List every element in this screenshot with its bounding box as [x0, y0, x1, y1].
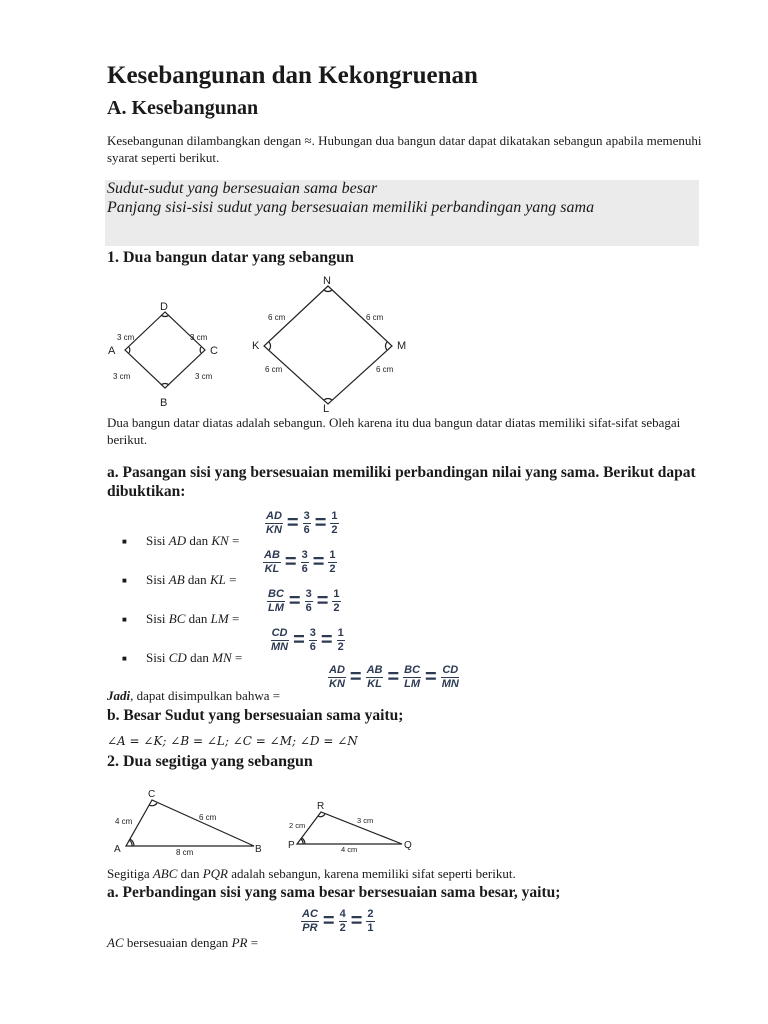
- side-label: 4 cm: [115, 817, 133, 826]
- vertex-label: R: [317, 801, 325, 812]
- heading-two-triangles: 2. Dua segitiga yang sebangun: [107, 753, 313, 770]
- bullet: ■: [122, 615, 127, 624]
- side-pair-label: Sisi BC dan LM =: [146, 611, 240, 626]
- vertex-label: A: [114, 844, 121, 855]
- bullet: ■: [122, 576, 127, 585]
- small-rhombus: [125, 312, 205, 388]
- ratio-equation: $\frac{AB}{KL}$ = $\frac{3}{6}$ = $\frac{1}{2}$: [264, 549, 336, 575]
- triangle-pqr: [297, 812, 402, 844]
- rhombus-diagram: [100, 272, 440, 414]
- heading-two-shapes: 1. Dua bangun datar yang sebangun: [107, 249, 354, 266]
- side-label: 6 cm: [199, 813, 217, 822]
- side-label: 3 cm: [190, 333, 208, 342]
- heading-side-ratio: a. Pasangan sisi yang bersesuaian memiliki perbandingan nilai yang sama. Berikut dapat dibuktikan:: [107, 464, 696, 500]
- side-label: 3 cm: [117, 333, 135, 342]
- vertex-label: B: [255, 844, 262, 855]
- side-label: 3 cm: [357, 816, 374, 825]
- triangle-abc: [126, 800, 254, 846]
- side-label: 6 cm: [268, 313, 286, 322]
- bullet: ■: [122, 537, 127, 546]
- side-label: 6 cm: [265, 365, 283, 374]
- vertex-label: P: [288, 840, 295, 851]
- vertex-label: C: [210, 345, 218, 357]
- vertex-label: A: [108, 345, 116, 357]
- section-heading: A. Kesebangunan: [107, 97, 259, 119]
- vertex-label: C: [148, 789, 156, 800]
- intro-paragraph: Kesebangunan dilambangkan dengan ≈. Hubungan dua bangun datar dapat dikatakan sebangun apabila memenuhi syarat seperti berikut.: [107, 133, 702, 165]
- vertex-label: L: [323, 403, 330, 414]
- condition-item: Panjang sisi-sisi sudut yang bersesuaian memiliki perbandingan yang sama: [107, 198, 595, 216]
- paragraph-similarity: Dua bangun datar diatas adalah sebangun. Oleh karena itu dua bangun datar diatas memiliki sifat-sifat sebagai berikut.: [107, 415, 681, 447]
- side-label: 3 cm: [113, 372, 131, 381]
- correspondence-label: AC bersesuaian dengan PR =: [107, 935, 259, 950]
- angle-equalities: ∠A = ∠K; ∠B = ∠L; ∠C = ∠M; ∠D = ∠N: [107, 734, 358, 748]
- side-pair-label: Sisi AD dan KN =: [146, 533, 240, 548]
- side-label: 4 cm: [341, 845, 358, 854]
- vertex-label: D: [160, 301, 168, 313]
- side-pair-label: Sisi CD dan MN =: [146, 650, 243, 665]
- vertex-label: B: [160, 397, 168, 409]
- bullet: ■: [122, 654, 127, 663]
- page-title: Kesebangunan dan Kekongruenan: [107, 62, 478, 89]
- ratio-equation: $\frac{CD}{MN}$ = $\frac{3}{6}$ = $\frac{1}{2}$: [271, 627, 344, 653]
- vertex-label: M: [397, 340, 407, 352]
- vertex-label: Q: [404, 840, 412, 851]
- large-rhombus: [264, 286, 392, 404]
- ratio-equation: $\frac{AC}{PR}$ = $\frac{4}{2}$ = $\frac{2}{1}$: [302, 908, 374, 934]
- ratio-equation: $\frac{AD}{KN}$ = $\frac{3}{6}$ = $\frac{1}{2}$: [266, 510, 338, 536]
- paragraph-triangles: Segitiga ABC dan PQR adalah sebangun, karena memiliki sifat seperti berikut.: [107, 866, 516, 881]
- side-label: 6 cm: [366, 313, 384, 322]
- vertex-label: N: [323, 275, 331, 287]
- condition-item: Sudut-sudut yang bersesuaian sama besar: [107, 180, 378, 197]
- heading-side-proportion: a. Perbandingan sisi yang sama besar bersesuaian sama besar, yaitu;: [107, 884, 561, 901]
- side-label: 8 cm: [176, 848, 194, 857]
- conditions-box: [105, 180, 699, 246]
- triangle-diagram: [104, 784, 424, 860]
- side-pair-label: Sisi AB dan KL =: [146, 572, 237, 587]
- side-label: 6 cm: [376, 365, 394, 374]
- conclusion-label: Jadi, dapat disimpulkan bahwa =: [107, 688, 281, 703]
- heading-angles: b. Besar Sudut yang bersesuaian sama yaitu;: [107, 707, 404, 724]
- vertex-label: K: [252, 340, 260, 352]
- side-label: 2 cm: [289, 821, 306, 830]
- side-label: 3 cm: [195, 372, 213, 381]
- conclusion-equation: $\frac{AD}{KN}$ = $\frac{AB}{KL}$ = $\frac{BC}{LM}$ = $\frac{CD}{MN}$: [329, 664, 459, 690]
- ratio-equation: $\frac{BC}{LM}$ = $\frac{3}{6}$ = $\frac{1}{2}$: [268, 588, 340, 614]
